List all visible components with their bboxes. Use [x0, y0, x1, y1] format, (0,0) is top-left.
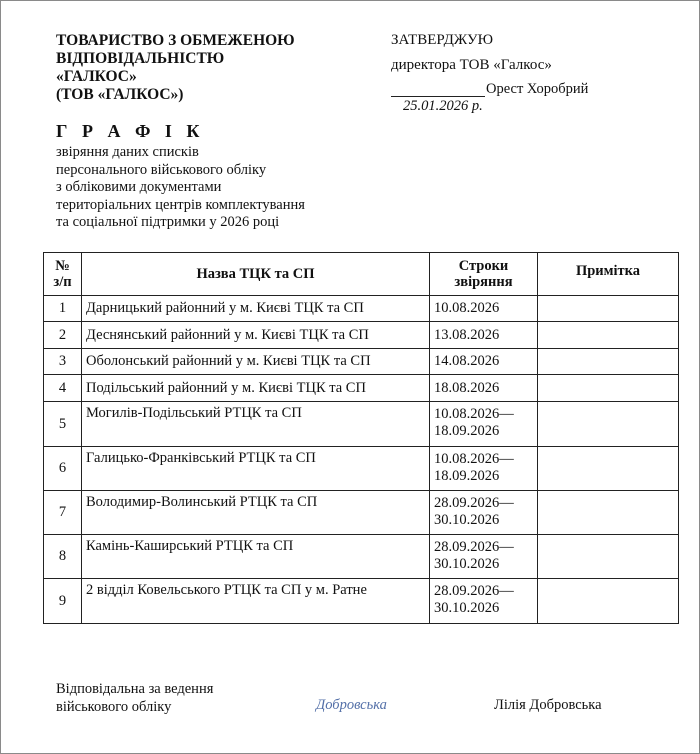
header-note: Примітка — [538, 253, 679, 296]
header-num: № з/п — [44, 253, 82, 296]
row-name: Подільський районний у м. Києві ТЦК та СП — [82, 375, 430, 402]
document-title: Г Р А Ф І К — [56, 121, 205, 141]
organization-header — [56, 32, 295, 104]
responsible-line: військового обліку — [56, 699, 172, 715]
row-note — [538, 296, 679, 322]
table-row — [44, 491, 679, 535]
table-row — [44, 402, 679, 447]
approval-signatory: Орест Хоробрий — [486, 81, 589, 97]
row-name: Оболонський районний у м. Києві ТЦК та СП — [82, 349, 430, 375]
row-name: Володимир-Волинський РТЦК та СП — [82, 491, 430, 535]
responsible-line: Відповідальна за ведення — [56, 681, 214, 697]
row-dates — [430, 535, 538, 579]
description-line: та соціальної підтримки у 2026 році — [56, 214, 280, 230]
row-note — [538, 402, 679, 447]
table-row — [44, 579, 679, 624]
approval-date: 25.01.2026 р. — [403, 98, 483, 114]
organization-line: (ТОВ «ГАЛКОС») — [56, 86, 184, 103]
date-from: 28.09.2026— — [434, 539, 514, 555]
signature-line — [391, 82, 485, 97]
row-dates: 18.08.2026 — [430, 375, 538, 402]
handwritten-signature: Добровська — [316, 697, 387, 713]
table-row — [44, 322, 679, 349]
row-name: Дарницький районний у м. Києві ТЦК та СП — [82, 296, 430, 322]
row-dates: 10.08.2026 — [430, 296, 538, 322]
row-dates — [430, 447, 538, 491]
table-row — [44, 375, 679, 402]
table-row — [44, 447, 679, 491]
row-name: Камінь-Каширський РТЦК та СП — [82, 535, 430, 579]
row-name: Галицько-Франківський РТЦК та СП — [82, 447, 430, 491]
organization-line: ВІДПОВІДАЛЬНІСТЮ — [56, 50, 225, 67]
description-line: з обліковими документами — [56, 179, 222, 195]
row-note — [538, 322, 679, 349]
row-dates — [430, 579, 538, 624]
row-num: 2 — [44, 322, 82, 349]
description-line: персонального військового обліку — [56, 161, 267, 178]
date-from: 10.08.2026— — [434, 406, 514, 422]
approval-position: директора ТОВ «Галкос» — [391, 57, 552, 73]
organization-line: «ГАЛКОС» — [56, 68, 137, 85]
date-from: 28.09.2026— — [434, 495, 514, 511]
row-note — [538, 375, 679, 402]
date-to: 30.10.2026 — [434, 556, 500, 572]
table-row — [44, 296, 679, 322]
date-to: 18.09.2026 — [434, 468, 500, 484]
date-from: 10.08.2026— — [434, 451, 514, 467]
schedule-table — [43, 252, 679, 624]
responsible-label — [56, 680, 213, 716]
row-dates: 13.08.2026 — [430, 322, 538, 349]
row-num: 9 — [44, 579, 82, 624]
date-from: 28.09.2026— — [434, 583, 514, 599]
row-note — [538, 535, 679, 579]
row-note — [538, 349, 679, 375]
row-note — [538, 491, 679, 535]
description-line: територіальних центрів комплектування — [56, 196, 305, 213]
row-dates — [430, 402, 538, 447]
header-name: Назва ТЦК та СП — [82, 253, 430, 296]
header-dates: Строки звіряння — [430, 253, 538, 296]
table-row — [44, 349, 679, 375]
row-num: 5 — [44, 402, 82, 447]
row-name: 2 відділ Ковельського РТЦК та СП у м. Ратне — [82, 579, 430, 624]
row-name: Деснянський районний у м. Києві ТЦК та СП — [82, 322, 430, 349]
row-num: 1 — [44, 296, 82, 322]
date-to: 18.09.2026 — [434, 423, 500, 439]
table-header-row — [44, 253, 679, 296]
row-note — [538, 447, 679, 491]
row-num: 7 — [44, 491, 82, 535]
description-line: звіряння даних списків — [56, 144, 199, 160]
responsible-name: Лілія Добровська — [494, 697, 602, 713]
organization-line: ТОВАРИСТВО З ОБМЕЖЕНОЮ — [56, 32, 295, 49]
row-note — [538, 579, 679, 624]
row-num: 4 — [44, 375, 82, 402]
row-num: 8 — [44, 535, 82, 579]
row-num: 3 — [44, 349, 82, 375]
date-to: 30.10.2026 — [434, 512, 500, 528]
approval-heading: ЗАТВЕРДЖУЮ — [391, 32, 494, 48]
document-description — [56, 144, 305, 232]
date-to: 30.10.2026 — [434, 600, 500, 616]
row-dates — [430, 491, 538, 535]
row-num: 6 — [44, 447, 82, 491]
row-dates: 14.08.2026 — [430, 349, 538, 375]
table-row — [44, 535, 679, 579]
row-name: Могилів-Подільський РТЦК та СП — [82, 402, 430, 447]
